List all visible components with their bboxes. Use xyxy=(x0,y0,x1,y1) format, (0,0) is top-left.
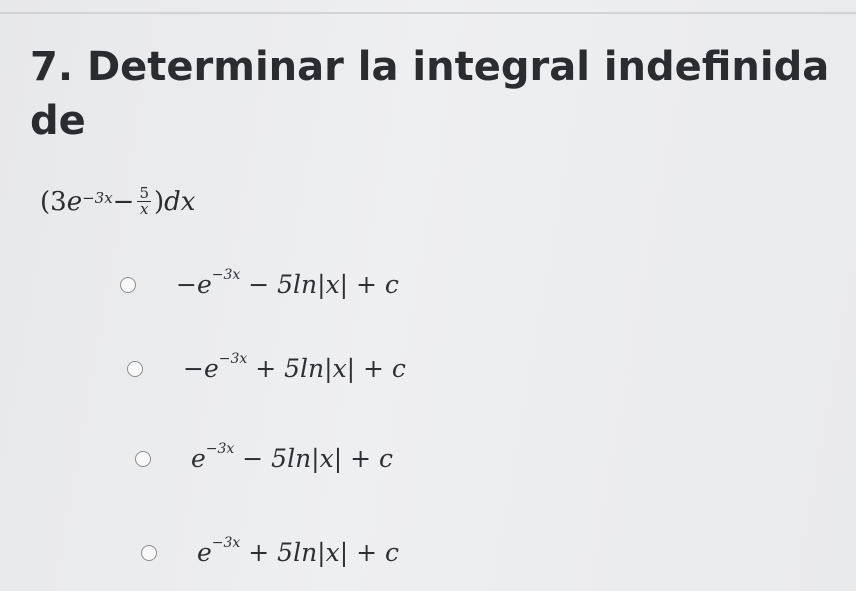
option-1-exponent: −3x xyxy=(211,266,241,283)
integrand-close: ) xyxy=(154,186,165,217)
option-4[interactable] xyxy=(141,534,399,567)
option-2-exponent: −3x xyxy=(218,350,248,367)
option-3-prefix: e xyxy=(191,444,206,473)
integrand-exponent: −3x xyxy=(82,188,113,207)
option-3-radio[interactable] xyxy=(135,451,151,467)
option-4-suffix: + 5ln|x| + c xyxy=(240,538,399,567)
option-4-radio[interactable] xyxy=(141,545,157,561)
option-1-radio[interactable] xyxy=(120,277,136,293)
integrand-dx: dx xyxy=(164,186,196,217)
option-1-suffix: − 5ln|x| + c xyxy=(240,270,399,299)
option-3-label xyxy=(191,440,393,473)
option-2-suffix: + 5ln|x| + c xyxy=(247,354,406,383)
fraction-numerator: 5 xyxy=(139,184,149,202)
option-3-suffix: − 5ln|x| + c xyxy=(234,444,393,473)
integrand-open: (3 xyxy=(40,186,67,217)
integrand-fraction xyxy=(137,186,151,217)
option-2[interactable] xyxy=(127,350,406,383)
integrand-base: e xyxy=(66,186,83,217)
option-1[interactable] xyxy=(120,266,399,299)
option-4-exponent: −3x xyxy=(211,534,241,551)
option-1-label xyxy=(176,266,399,299)
option-3-exponent: −3x xyxy=(205,440,235,457)
option-2-radio[interactable] xyxy=(127,361,143,377)
integrand-expression xyxy=(40,186,195,217)
option-4-prefix: e xyxy=(197,538,212,567)
option-3[interactable] xyxy=(135,440,393,473)
option-2-label xyxy=(183,350,406,383)
option-4-label xyxy=(197,534,399,567)
integrand-minus: − xyxy=(112,186,135,217)
option-2-prefix: −e xyxy=(183,354,219,383)
option-1-prefix: −e xyxy=(176,270,212,299)
question-title: 7. Determinar la integral indefinida de xyxy=(30,44,830,144)
top-divider xyxy=(0,12,856,14)
fraction-denominator: x xyxy=(139,200,149,218)
